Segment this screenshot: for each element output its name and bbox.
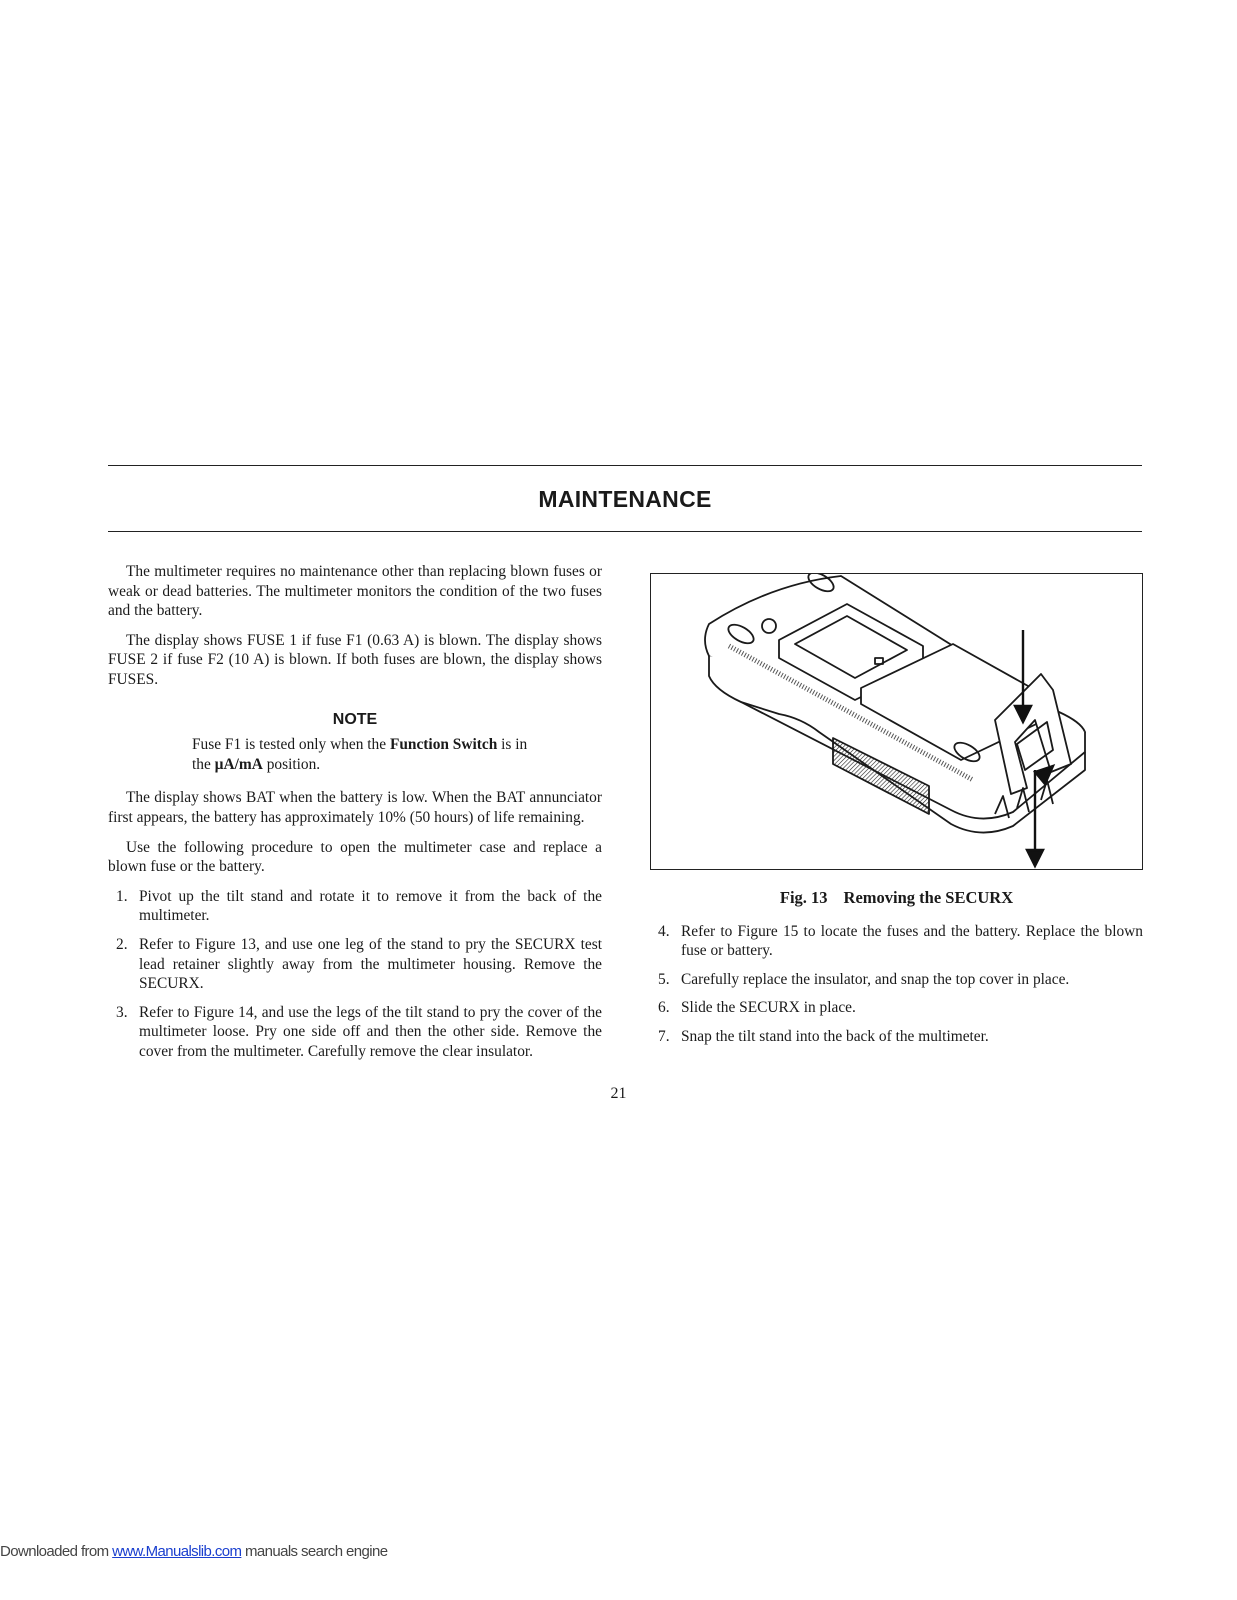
intro-paragraph-1: The multimeter requires no maintenance other than replacing blown fuses or weak or dead batteries. The multimeter monitors the condition of the two fuses and the battery. xyxy=(108,563,602,620)
page-number: 21 xyxy=(610,1085,627,1102)
section-heading: MAINTENANCE xyxy=(538,486,712,512)
figure-13-box xyxy=(650,573,1143,870)
bottom-rule xyxy=(108,531,1142,532)
step-item: 6. Slide the SECURX in place. xyxy=(658,999,856,1017)
step-item: 1. Pivot up the tilt stand and rotate it to remove it from the back of the multimeter. xyxy=(116,887,602,925)
intro-paragraph-2: The display shows FUSE 1 if fuse F1 (0.63 A) is blown. The display shows FUSE 2 if fuse F2 (10 A) is blown. If both fuses are blown, the display shows FUSES. xyxy=(108,631,602,688)
step-item: 5. Carefully replace the insulator, and snap the top cover in place. xyxy=(658,970,1070,988)
footer-attribution: Downloaded from www.Manualslib.com manuals search engine xyxy=(0,1543,388,1560)
figure-title: Removing the SECURX xyxy=(843,888,1014,907)
procedure-intro: Use the following procedure to open the multimeter case and replace a blown fuse or the battery. xyxy=(108,838,602,876)
function-switch-term: Function Switch xyxy=(389,736,498,754)
step-item: 4. Refer to Figure 15 to locate the fuses and the battery. Replace the blown fuse or battery. xyxy=(658,922,1143,960)
note-body: Fuse F1 is tested only when the Function Switch is in the µA/mA position. xyxy=(192,736,528,773)
manualslib-link[interactable]: www.Manualslib.com xyxy=(112,1543,242,1560)
left-column xyxy=(108,562,602,1070)
top-rule xyxy=(108,465,1142,466)
ua-ma-term: µA/mA xyxy=(214,755,263,773)
step-item: 3. Refer to Figure 14, and use the legs of the tilt stand to pry the cover of the multimeter loose. Pry one side off and then the other side. Remove the cover from the multimeter. Carefully remove the clear insulator. xyxy=(116,1003,602,1060)
step-item: 2. Refer to Figure 13, and use one leg of the stand to pry the SECURX test lead retainer slightly away from the multimeter housing. Remove the SECURX. xyxy=(116,935,602,993)
battery-paragraph: The display shows BAT when the battery is low. When the BAT annunciator first appears, the battery has approximately 10% (50 hours) of life remaining. xyxy=(108,789,602,826)
steps-list-right xyxy=(650,922,1143,1047)
right-column xyxy=(650,573,1143,1056)
figure-caption xyxy=(650,888,1143,908)
multimeter-illustration xyxy=(651,574,1142,869)
step-item: 7. Snap the tilt stand into the back of the multimeter. xyxy=(658,1027,989,1045)
steps-list-left xyxy=(108,887,602,1062)
figure-number: Fig. 13 xyxy=(779,888,828,907)
note-title: NOTE xyxy=(332,710,378,728)
